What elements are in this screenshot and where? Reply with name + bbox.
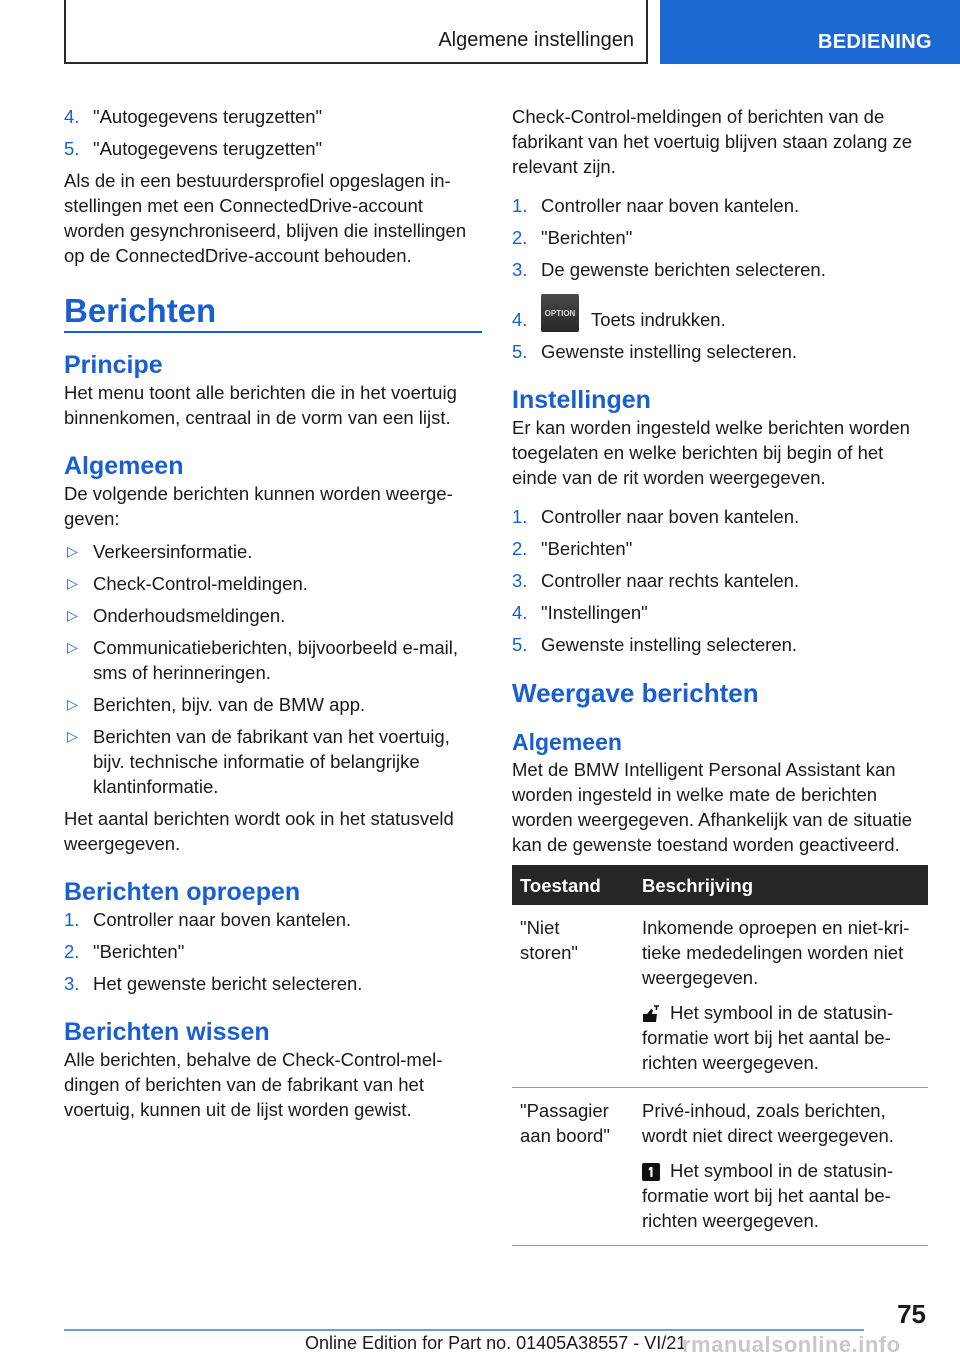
algemeen-paragraph: De volgende berichten kunnen worden weerge- geven:: [64, 483, 453, 529]
section-tab: [660, 0, 960, 64]
bullet-triangle-icon: ▷: [67, 696, 78, 712]
list-item: 2. "Berichten": [64, 941, 185, 962]
state-cell: "Niet storen": [512, 905, 634, 1088]
bullet-item: ▷ Onderhoudsmeldingen.: [64, 603, 482, 628]
watermark-text: rmanualsonline.info: [682, 1332, 901, 1357]
list-item: 5. Gewenste instelling selecteren.: [512, 634, 798, 655]
section-label: BEDIENING: [818, 31, 932, 53]
bullet-triangle-icon: ▷: [67, 543, 78, 559]
cc-paragraph: Check-Control-meldingen of berichten van de fabrikant van het voertuig blijven staan zolang ze relevant zijn.: [512, 106, 913, 177]
page-header-title: Algemene instellingen: [438, 29, 634, 51]
section-heading-wissen: Berichten wissen: [64, 1018, 270, 1046]
list-item: 4. "Instellingen": [512, 602, 648, 623]
bullet-triangle-icon: ▷: [67, 607, 78, 623]
section-heading-algemeen: Algemeen: [64, 452, 184, 480]
subsection-heading-algemeen: Algemeen: [512, 729, 622, 755]
section-heading-weergave: Weergave berichten: [512, 678, 759, 708]
bullet-item: ▷ Verkeersinformatie.: [64, 539, 482, 564]
table-header-row: [512, 865, 928, 905]
list-item: 4. OPTION Toets indrukken.: [512, 294, 928, 332]
bullet-item: ▷ Check-Control-meldingen.: [64, 571, 482, 596]
state-cell: "Passagier aan boord": [512, 1088, 634, 1246]
bullet-triangle-icon: ▷: [67, 575, 78, 591]
edition-text: Online Edition for Part no. 01405A38557 - VI/21: [305, 1333, 687, 1353]
right-column: [512, 104, 928, 1246]
list-item: 3. Het gewenste bericht selecteren.: [64, 973, 363, 994]
do-not-disturb-icon: [642, 1005, 660, 1023]
left-column: [64, 104, 482, 1122]
status-paragraph: Het aantal berichten wordt ook in het statusveld weergegeven.: [64, 808, 454, 854]
description-cell: Inkomende oproepen en niet-kri- tieke mededelingen worden niet weergegeven. Het symbool in de statusin- formatie wort bij het aantal be- richten weergegeven.: [634, 905, 928, 1088]
column-header-beschrijving: Beschrijving: [634, 865, 928, 905]
list-item: 1. Controller naar boven kantelen.: [512, 195, 800, 216]
principe-paragraph: Het menu toont alle berichten die in het voertuig binnenkomen, centraal in de vorm van een lijst.: [64, 382, 457, 428]
section-heading-instellingen: Instellingen: [512, 386, 651, 414]
page-number: 75: [897, 1299, 926, 1329]
list-item: 5. "Autogegevens terugzetten": [64, 138, 323, 159]
table-row: [512, 905, 928, 1088]
intro-paragraph: Als de in een bestuurdersprofiel opgeslagen in- stellingen met een ConnectedDrive-account worden gesynchroniseerd, blijven die instellingen op de ConnectedDrive-account behouden.: [64, 170, 467, 266]
list-item: 1. Controller naar boven kantelen.: [512, 506, 800, 527]
bullet-item: ▷ Berichten, bijv. van de BMW app.: [64, 692, 482, 717]
section-heading-principe: Principe: [64, 351, 163, 379]
page-title: Berichten: [64, 292, 217, 329]
bullet-item: ▷ Berichten van de fabrikant van het voertuig, bijv. technische informatie of belangrijke klantinformatie.: [64, 724, 482, 799]
list-item: 3. De gewenste berichten selecteren.: [512, 259, 826, 280]
table-row: [512, 1088, 928, 1246]
instellingen-paragraph: Er kan worden ingesteld welke berichten worden toegelaten en welke berichten bij begin of het einde van de rit worden weergegeven.: [512, 417, 910, 488]
option-button-icon: OPTION: [541, 294, 579, 332]
section-heading-oproepen: Berichten oproepen: [64, 878, 301, 906]
state-table: [512, 865, 928, 1246]
description-cell: Privé-inhoud, zoals berichten, wordt niet direct weergegeven. Het symbool in de statusin- formatie wort bij het aantal be- richten weergegeven.: [634, 1088, 928, 1246]
list-item: 3. Controller naar rechts kantelen.: [512, 570, 800, 591]
footer-rule: [64, 1329, 864, 1331]
header-title-box: [64, 0, 648, 64]
list-item: 5. Gewenste instelling selecteren.: [512, 341, 798, 362]
bullet-triangle-icon: ▷: [67, 728, 78, 744]
algemeen-paragraph-right: Met de BMW Intelligent Personal Assistant kan worden ingesteld in welke mate de berichten worden weergegeven. Afhankelijk van de situatie kan de gewenste toestand worden geactiveerd.: [512, 759, 913, 855]
list-item: 1. Controller naar boven kantelen.: [64, 909, 352, 930]
title-rule: [64, 331, 482, 333]
passenger-icon: [642, 1163, 660, 1181]
bullet-item: ▷ Communicatieberichten, bijvoorbeeld e-mail, sms of herinneringen.: [64, 635, 482, 685]
bullet-triangle-icon: ▷: [67, 639, 78, 655]
list-item: 2. "Berichten": [512, 227, 633, 248]
list-item: 4. "Autogegevens terugzetten": [64, 106, 323, 127]
wissen-paragraph: Alle berichten, behalve de Check-Control-mel- dingen of berichten van de fabrikant van het voertuig, kunnen uit de lijst worden gewist.: [64, 1049, 443, 1120]
column-header-toestand: Toestand: [512, 865, 634, 905]
list-item: 2. "Berichten": [512, 538, 633, 559]
